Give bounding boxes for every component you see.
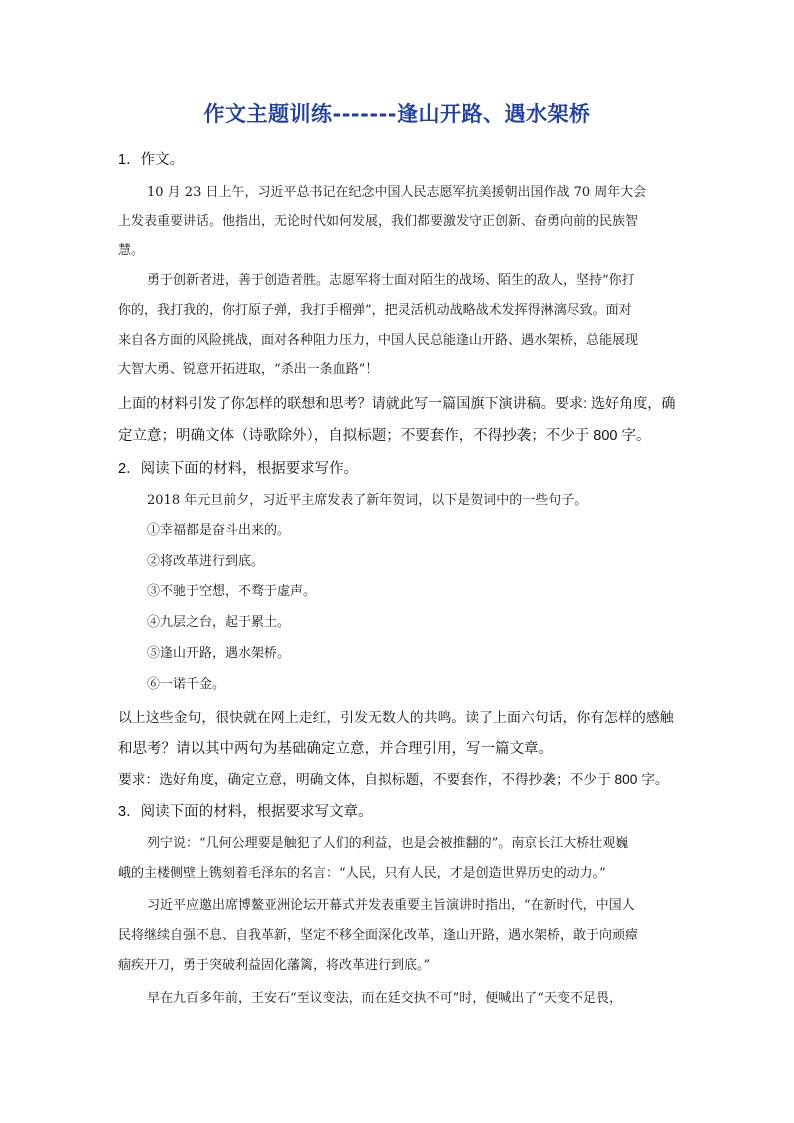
q3-p2-line3: 痼疾开刀，勇于突破利益固化藩篱，将改革进行到底。” [118,958,431,973]
q1-prompt-line2: 定立意；明确文体（诗歌除外），自拟标题；不要套作，不得抄袭；不少于 800 字。 [118,428,651,444]
q3-p1-line2: 峨的主楼侧壁上镌刻着毛泽东的名言：“人民，只有人民，才是创造世界历史的动力。” [118,866,606,881]
q1-p1-line1: 10 月 23 日上午，习近平总书记在纪念中国人民志愿军抗美援朝出国作战 70 周年大会 [147,185,647,200]
q3-heading: 3．阅读下面的材料，根据要求写文章。 [118,804,373,820]
q2-item-3: ③不驰于空想，不骛于虚声。 [147,584,317,599]
q1-p1-line2: 上发表重要讲话。他指出，无论时代如何发展，我们都要激发守正创新、奋勇向前的民族智 [118,214,639,229]
q1-heading: 1．作文。 [118,152,185,168]
q2-heading: 2．阅读下面的材料，根据要求写作。 [118,461,359,477]
q2-prompt-line2: 和思考？请以其中两句为基础确定立意，并合理引用，写一篇文章。 [118,741,553,757]
q2-intro: 2018 年元旦前夕，习近平主席发表了新年贺词，以下是贺词中的一些句子。 [147,493,588,508]
q2-item-6: ⑥一诺千金。 [147,677,226,692]
q1-p2-line2: 你的，我打我的，你打原子弹，我打手榴弹”，把灵活机动战略战术发挥得淋漓尽致。面对 [118,303,632,318]
q2-prompt-line3: 要求：选好角度，确定立意，明确文体，自拟标题，不要套作，不得抄袭；不少于 800 字。 [118,772,669,787]
q1-p2-line4: 大智大勇、锐意开拓进取，“杀出一条血路”！ [118,362,379,377]
q3-p3-line1: 早在九百多年前，王安石“至议变法，而在廷交执不可”时，便喊出了“天变不足畏， [147,991,622,1006]
q1-p2-line3: 来自各方面的风险挑战，面对各种阻力压力，中国人民总能逢山开路、遇水架桥，总能展现 [118,333,639,348]
q2-item-1: ①幸福都是奋斗出来的。 [147,523,291,538]
q1-p2-line1: 勇于创新者进，善于创造者胜。志愿军将士面对陌生的战场、陌生的敌人，坚持“你打 [147,273,635,288]
q1-prompt-line1: 上面的材料引发了你怎样的联想和思考？请就此写一篇国旗下演讲稿。要求: 选好角度，确 [118,395,676,411]
q2-prompt-line1: 以上这些金句，很快就在网上走红，引发无数人的共鸣。读了上面六句话，你有怎样的感触 [118,709,674,725]
q3-p2-line2: 民将继续自强不息、自我革新，坚定不移全面深化改革，逢山开路，遇水架桥，敢于向顽瘴 [118,928,639,943]
q3-p2-line1: 习近平应邀出席博鳌亚洲论坛开幕式并发表重要主旨演讲时指出，“在新时代，中国人 [147,898,635,913]
page-title: 作文主题训练-------逢山开路、遇水架桥 [203,102,591,126]
q2-item-5: ⑤逢山开路，遇水架桥。 [147,646,291,661]
q2-item-2: ②将改革进行到底。 [147,554,265,569]
q1-p1-line3: 慧。 [118,243,145,258]
q2-item-4: ④九层之台，起于累土。 [147,615,291,630]
q3-p1-line1: 列宁说：“几何公理要是触犯了人们的利益，也是会被推翻的”。南京长江大桥壮观巍 [147,836,629,851]
